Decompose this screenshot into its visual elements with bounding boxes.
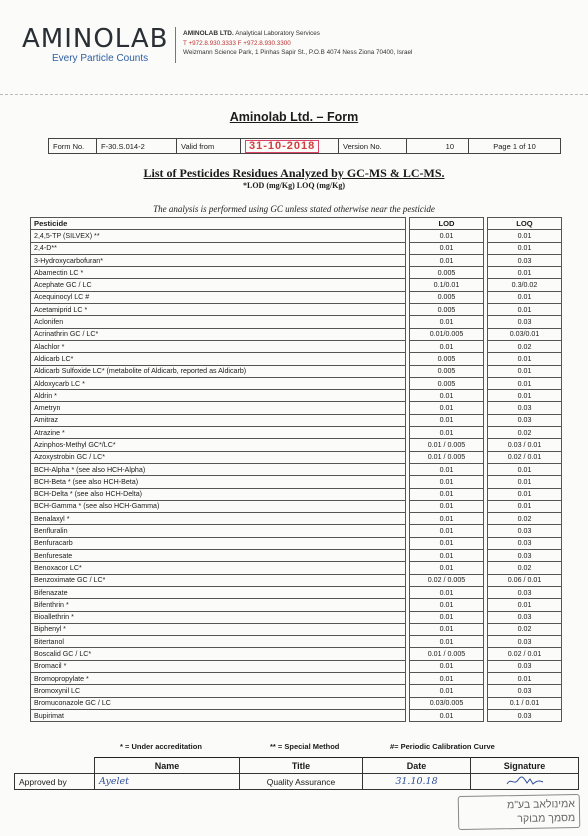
pesticide-name: Benfuresate (31, 550, 406, 562)
loq-value: 0.03 (488, 636, 562, 648)
logo-tagline: Every Particle Counts (52, 53, 149, 64)
table-row (31, 316, 562, 328)
table-row (31, 513, 562, 525)
pesticide-name: Bitertanol (31, 636, 406, 648)
lod-value: 0.01 (410, 254, 484, 266)
document-title: List of Pesticides Residues Analyzed by GC-MS & LC-MS. (143, 166, 445, 180)
loq-value: 0.03 (488, 550, 562, 562)
loq-value: 0.02 (488, 513, 562, 525)
lod-value: 0.01 (410, 599, 484, 611)
lod-value: 0.01 (410, 316, 484, 328)
approver-title: Quality Assurance (240, 774, 363, 790)
table-row (31, 414, 562, 426)
company-address: Weizmann Science Park, 1 Pinhas Sapir St., P.O.B 4074 Ness Ziona 70400, Israel (183, 49, 413, 56)
table-row (31, 439, 562, 451)
loq-value: 0.02 (488, 562, 562, 574)
pesticide-name: Aldrin * (31, 390, 406, 402)
lod-value: 0.005 (410, 377, 484, 389)
loq-value: 0.01 (488, 476, 562, 488)
pesticide-name: Alachlor * (31, 340, 406, 352)
table-row (31, 623, 562, 635)
pesticide-name: Bifenthrin * (31, 599, 406, 611)
legend-accreditation: * = Under accreditation (120, 742, 202, 751)
table-row (31, 709, 562, 721)
lod-value: 0.01 (410, 685, 484, 697)
table-row (31, 636, 562, 648)
loq-value: 0.01 (488, 377, 562, 389)
pesticide-name: BCH-Beta * (see also HCH-Beta) (31, 476, 406, 488)
loq-value: 0.03 (488, 537, 562, 549)
lod-value: 0.03/0.005 (410, 697, 484, 709)
table-row (31, 230, 562, 242)
table-row (31, 476, 562, 488)
pesticide-name: 2,4,5-TP (SILVEX) ** (31, 230, 406, 242)
form-title: Aminolab Ltd. – Form (229, 110, 359, 124)
lod-value: 0.01 (410, 672, 484, 684)
header-loq: LOQ (488, 218, 562, 230)
company-name: AMINOLAB LTD. (183, 30, 234, 37)
pesticide-name: Bromopropylate * (31, 672, 406, 684)
pesticide-name: Bromoxynil LC (31, 685, 406, 697)
loq-value: 0.01 (488, 390, 562, 402)
company-phone: T +972.8.930.3333 F +972.8.930.3300 (183, 39, 291, 47)
loq-value: 0.03 (488, 709, 562, 721)
loq-value: 0.03 (488, 525, 562, 537)
loq-value: 0.01 (488, 599, 562, 611)
loq-value: 0.03 (488, 316, 562, 328)
loq-value: 0.03 (488, 685, 562, 697)
table-row (31, 402, 562, 414)
page-number: Page 1 of 10 (493, 141, 536, 151)
table-row (31, 586, 562, 598)
version-label: Version No. (339, 139, 407, 153)
pesticide-name: Biphenyl * (31, 623, 406, 635)
approver-name: Ayelet (95, 774, 240, 790)
lod-value: 0.01 (410, 242, 484, 254)
table-row (31, 340, 562, 352)
pesticide-name: Acetamiprid LC * (31, 304, 406, 316)
lod-value: 0.01 / 0.005 (410, 451, 484, 463)
table-row (31, 574, 562, 586)
pesticide-name: BCH-Gamma * (see also HCH-Gamma) (31, 500, 406, 512)
loq-value: 0.01 (488, 291, 562, 303)
table-row (31, 660, 562, 672)
loq-value: 0.02 (488, 340, 562, 352)
approval-header-title: Title (240, 758, 363, 774)
approval-row (15, 774, 579, 790)
approval-header-signature: Signature (471, 758, 579, 774)
loq-value: 0.01 (488, 230, 562, 242)
table-row (31, 427, 562, 439)
lod-value: 0.01 (410, 562, 484, 574)
pesticide-name: Abamectin LC * (31, 267, 406, 279)
table-row (31, 562, 562, 574)
table-row (31, 525, 562, 537)
pesticide-name: Aldicarb LC* (31, 353, 406, 365)
table-row (31, 254, 562, 266)
loq-value: 0.3/0.02 (488, 279, 562, 291)
pesticide-name: Benalaxyl * (31, 513, 406, 525)
lod-value: 0.01 / 0.005 (410, 439, 484, 451)
lod-value: 0.01/0.005 (410, 328, 484, 340)
table-row (31, 599, 562, 611)
pesticide-name: 3-Hydroxycarbofuran* (31, 254, 406, 266)
pesticide-name: Azoxystrobin GC / LC* (31, 451, 406, 463)
table-row (31, 550, 562, 562)
pesticide-name: Acrinathrin GC / LC* (31, 328, 406, 340)
lod-value: 0.01 (410, 402, 484, 414)
date-stamp: 31-10-2018 (245, 140, 319, 153)
approved-by-label: Approved by (15, 774, 95, 790)
company-info (183, 29, 412, 58)
loq-value: 0.01 (488, 304, 562, 316)
lod-value: 0.01 (410, 513, 484, 525)
table-row (31, 377, 562, 389)
approval-date: 31.10.18 (363, 774, 471, 790)
loq-value: 0.02 (488, 427, 562, 439)
table-row (31, 463, 562, 475)
table-row (31, 500, 562, 512)
lod-value: 0.01 (410, 525, 484, 537)
pesticide-name: Amitraz (31, 414, 406, 426)
company-logo (22, 26, 167, 64)
pesticide-name: Boscalid GC / LC* (31, 648, 406, 660)
header-pesticide: Pesticide (31, 218, 406, 230)
valid-from-label: Valid from (177, 139, 241, 153)
pesticide-name: Bifenazate (31, 586, 406, 598)
approval-header-date: Date (363, 758, 471, 774)
loq-value: 0.01 (488, 488, 562, 500)
loq-value: 0.01 (488, 672, 562, 684)
table-row (31, 697, 562, 709)
pesticide-name: Aldoxycarb LC * (31, 377, 406, 389)
stamp-line-2: מסמך מבוקר (517, 812, 576, 826)
loq-value: 0.01 (488, 242, 562, 254)
pesticide-name: Benzoximate GC / LC* (31, 574, 406, 586)
loq-value: 0.06 / 0.01 (488, 574, 562, 586)
legend-special-method: ** = Special Method (270, 742, 340, 751)
lod-value: 0.01 (410, 230, 484, 242)
table-row (31, 537, 562, 549)
loq-value: 0.1 / 0.01 (488, 697, 562, 709)
lod-value: 0.01 (410, 476, 484, 488)
table-row (31, 390, 562, 402)
loq-value: 0.02 / 0.01 (488, 451, 562, 463)
loq-value: 0.03 (488, 586, 562, 598)
loq-value: 0.02 / 0.01 (488, 648, 562, 660)
pesticide-name: Bupirimat (31, 709, 406, 721)
table-header-row (31, 218, 562, 230)
loq-value: 0.02 (488, 623, 562, 635)
loq-value: 0.01 (488, 353, 562, 365)
table-row (31, 267, 562, 279)
header-divider (175, 27, 176, 63)
lod-value: 0.01 (410, 500, 484, 512)
table-row (31, 488, 562, 500)
lod-value: 0.01 (410, 550, 484, 562)
page-divider (0, 94, 588, 95)
pesticide-name: Azinphos-Methyl GC*/LC* (31, 439, 406, 451)
controlled-document-stamp (458, 794, 581, 830)
pesticide-name: Acephate GC / LC (31, 279, 406, 291)
pesticide-name: Bioallethrin * (31, 611, 406, 623)
loq-value: 0.03 (488, 660, 562, 672)
table-row (31, 648, 562, 660)
table-row (31, 685, 562, 697)
approval-signature (471, 774, 579, 790)
table-row (31, 304, 562, 316)
legend-periodic-calibration: #= Periodic Calibration Curve (390, 742, 495, 751)
lod-value: 0.01 (410, 611, 484, 623)
pesticide-name: Ametryn (31, 402, 406, 414)
lod-value: 0.005 (410, 267, 484, 279)
pesticide-name: Bromacil * (31, 660, 406, 672)
lod-value: 0.01 / 0.005 (410, 648, 484, 660)
lod-value: 0.01 (410, 390, 484, 402)
lod-value: 0.01 (410, 537, 484, 549)
loq-value: 0.03 (488, 611, 562, 623)
pesticide-name: Benfuracarb (31, 537, 406, 549)
pesticide-table (30, 217, 562, 722)
lod-value: 0.01 (410, 463, 484, 475)
loq-value: 0.01 (488, 500, 562, 512)
pesticide-name: Aclonifen (31, 316, 406, 328)
stamp-line-1: אמינולאב בע"מ (506, 798, 575, 812)
loq-value: 0.03 (488, 414, 562, 426)
table-row (31, 279, 562, 291)
table-row (31, 291, 562, 303)
pesticide-name: Acequinocyl LC # (31, 291, 406, 303)
form-meta-box (48, 138, 561, 154)
loq-value: 0.01 (488, 267, 562, 279)
lod-value: 0.005 (410, 353, 484, 365)
form-no-label: Form No. (49, 139, 97, 153)
lod-value: 0.005 (410, 291, 484, 303)
lod-value: 0.01 (410, 623, 484, 635)
table-row (31, 451, 562, 463)
pesticide-name: BCH-Alpha * (see also HCH-Alpha) (31, 463, 406, 475)
lod-value: 0.01 (410, 660, 484, 672)
pesticide-name: Bromuconazole GC / LC (31, 697, 406, 709)
loq-value: 0.03 / 0.01 (488, 439, 562, 451)
table-row (31, 672, 562, 684)
table-row (31, 353, 562, 365)
signature-scribble (505, 775, 545, 787)
document-note: The analysis is performed using GC unless stated otherwise near the pesticide (153, 204, 435, 214)
lod-value: 0.01 (410, 427, 484, 439)
table-row (31, 365, 562, 377)
lod-value: 0.01 (410, 414, 484, 426)
form-no-value: F-30.S.014-2 (97, 139, 177, 153)
loq-value: 0.03 (488, 402, 562, 414)
lod-value: 0.01 (410, 340, 484, 352)
pesticide-name: Aldicarb Sulfoxide LC* (metabolite of Aldicarb, reported as Aldicarb) (31, 365, 406, 377)
table-row (31, 242, 562, 254)
lod-value: 0.01 (410, 709, 484, 721)
lod-value: 0.01 (410, 586, 484, 598)
table-row (31, 328, 562, 340)
approval-table (14, 757, 579, 790)
pesticide-name: 2,4-D** (31, 242, 406, 254)
pesticide-name: BCH-Delta * (see also HCH-Delta) (31, 488, 406, 500)
loq-value: 0.03 (488, 254, 562, 266)
loq-value: 0.01 (488, 365, 562, 377)
pesticide-name: Benoxacor LC* (31, 562, 406, 574)
lod-value: 0.01 (410, 488, 484, 500)
lod-value: 0.005 (410, 365, 484, 377)
loq-value: 0.03/0.01 (488, 328, 562, 340)
document-subtitle: *LOD (mg/Kg) LOQ (mg/Kg) (243, 181, 345, 190)
table-body (31, 230, 562, 722)
pesticide-name: Benfluralin (31, 525, 406, 537)
lod-value: 0.005 (410, 304, 484, 316)
lod-value: 0.01 (410, 636, 484, 648)
lod-value: 0.02 / 0.005 (410, 574, 484, 586)
table-row (31, 611, 562, 623)
version-value: 10 (407, 139, 469, 153)
valid-from-cell (241, 139, 339, 153)
approval-header-row (15, 758, 579, 774)
header-lod: LOD (410, 218, 484, 230)
loq-value: 0.01 (488, 463, 562, 475)
lod-value: 0.1/0.01 (410, 279, 484, 291)
logo-wordmark: AMINOLAB (22, 24, 169, 54)
company-description: Analytical Laboratory Services (235, 30, 320, 37)
legend (120, 742, 560, 751)
pesticide-name: Atrazine * (31, 427, 406, 439)
approval-header-name: Name (95, 758, 240, 774)
